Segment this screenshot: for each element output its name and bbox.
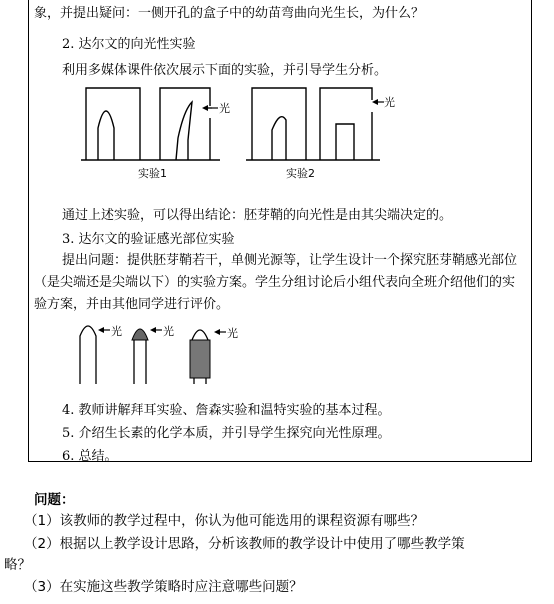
experiment-2-caption: 实验2 [286,167,315,180]
exp1-seedling-straight [98,111,114,160]
fig2-light-label-3: 光 [227,327,238,340]
section2-text: 利用多媒体课件依次展示下面的实验，并引导学生分析。 [62,63,388,78]
coleoptile-intact [80,326,96,384]
experiment-1-caption: 实验1 [138,167,167,180]
exp1-seedling-bent [176,102,192,160]
exp2-box-left [252,88,306,160]
exp1-box-open [160,88,210,160]
conclusion-text: 通过上述实验，可以得出结论：胚芽鞘的向光性是由其尖端决定的。 [62,208,453,223]
section2-heading: 2. 达尔文的向光性实验 [62,37,196,52]
item-6: 6. 总结。 [62,449,118,464]
question-3: （3）在实施这些教学策略时应注意哪些问题？ [24,579,303,595]
question-2-line-2: 略？ [4,557,31,573]
experiment-figure-1 [80,80,400,180]
question-1: （1）该教师的教学过程中，你认为他可能选用的课程资源有哪些？ [24,513,425,529]
coleoptile-tip-covered [132,329,148,340]
questions-heading: 问题： [34,492,75,508]
light-label-a: 光 [219,102,230,115]
light-label-b: 光 [384,96,395,109]
intro-line: 象，并提出疑问：一侧开孔的盒子中的幼苗弯曲向光生长，为什么？ [34,6,425,21]
item-4: 4. 教师讲解拜耳实验、詹森实验和温特实验的基本过程。 [62,403,391,418]
section3-text: 提出问题：提供胚芽鞘若干，单侧光源等，让学生设计一个探究胚芽鞘感光部位（是尖端还是尖端以下）的实验方案。学生分组讨论后小组代表向全班介绍他们的实验方案，并由其他同学进行评价。 [34,253,518,312]
item-5: 5. 介绍生长素的化学本质，并引导学生探究向光性原理。 [62,426,391,441]
question-2-line-1: （2）根据以上教学设计思路，分析该教师的教学设计中使用了哪些教学策 [24,536,465,552]
coleoptile-base-covered [192,330,208,340]
fig2-light-label-2: 光 [163,325,174,338]
fig2-light-label-1: 光 [111,325,122,338]
section3-heading: 3. 达尔文的验证感光部位实验 [62,232,235,247]
